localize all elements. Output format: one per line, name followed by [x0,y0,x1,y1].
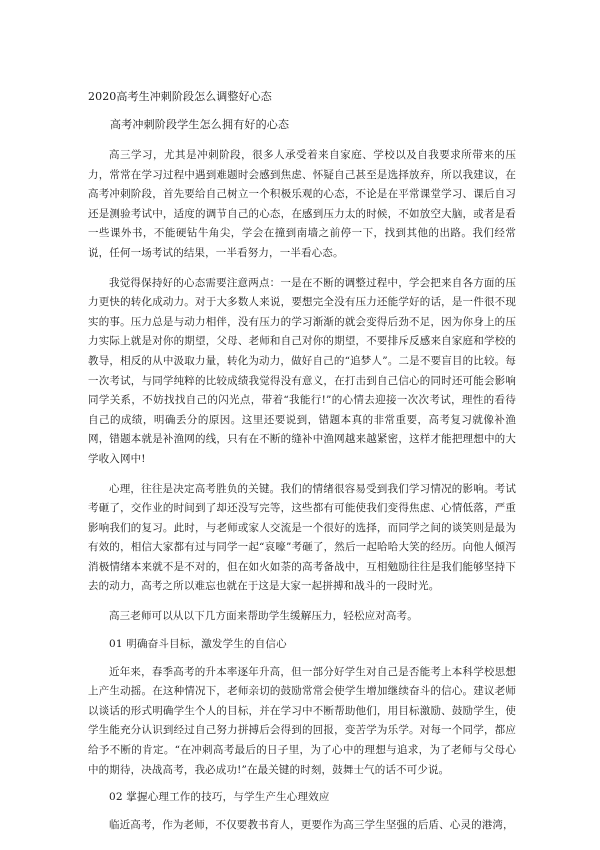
paragraph-5: 近年来，春季高考的升本率逐年升高，但一部分好学生对自己是否能考上本科学校思想上产生动摇。在这种情况下，老师亲切的鼓励常常会使学生增加继续奋斗的信心。建议老师以谈话的形式明确学生个人的目标，并在学习中不断帮助他们，用目标激励、鼓励学生，使学生能充分认识到经过自己努力拼搏后会得到的回报，变苦学为乐学。对每一个同学，都应给予不断的肯定。“在冲刺高考最后的日子里，为了心中的理想与追求，为了老师与父母心中的期待，决战高考，我必成功!”在最关键的时刻，鼓舞士气的话不可少说。 [88,665,516,776]
paragraph-4: 高三老师可以从以下几方面来帮助学生缓解压力，轻松应对高考。 [109,610,418,623]
paragraph-2: 我觉得保持好的心态需要注意两点：一是在不断的调整过程中，学会把来自各方面的压力更快的转化成动力。对于大多数人来说，要想完全没有压力还能学好的话，是一件很不现实的事。压力总是与动力相伴，没有压力的学习渐渐的就会变得后劲不足，因为你身上的压力实际上就是对你的期望，父母、老师和自己对你的期望，不要排斥反感来自家庭和学校的教导，相反的从中汲取力量，转化为动力，做好自己的“追梦人”。二是不要盲目的比较。每一次考试，与同学纯粹的比较成绩我觉得没有意义，在打击到自己信心的同时还可能会影响同学关系，不妨找找自己的闪光点，带着“我能行!”的心情去迎接一次次考试，理性的看待自己的成绩，明确丢分的原因。这里还要说到，错题本真的非常重要，高考复习就像补渔网，错题本就是补渔网的线，只有在不断的缝补中渔网越来越紧密，这样才能把理想中的大学收入网中! [88,276,516,465]
paragraph-6: 临近高考，作为老师，不仅要教书育人，更要作为高三学生坚强的后盾、心灵的港湾， [109,819,514,832]
document-title: 2020高考生冲刺阶段怎么调整好心态 [88,90,272,103]
paragraph-3: 心理，往往是决定高考胜负的关键。我们的情绪很容易受到我们学习情况的影响。考试考砸了，交作业的时间到了却还没写完等，这些都有可能使我们变得焦虑、心情低落，严重影响我们的复习。此时，与老师或家人交流是一个很好的选择，而同学之间的谈笑则是最为有效的，相信大家都有过与同学一起“哀嚎”考砸了，然后一起哈哈大笑的经历。向他人倾泻消极情绪本来就不是不对的，但在如火如荼的高考备战中，互相勉励往往是我们能够坚持下去的动力，高考之所以难忘也就在于这是大家一起拼搏和战斗的一段时光。 [88,482,516,593]
document-body [88,90,516,846]
heading-02: 02 掌握心理工作的技巧，与学生产生心理效应 [109,791,330,804]
heading-01: 01 明确奋斗目标，激发学生的自信心 [109,637,287,650]
section-title: 高考冲刺阶段学生怎么拥有好的心态 [110,118,290,131]
paragraph-1: 高三学习，尤其是冲刺阶段，很多人承受着来自家庭、学校以及自我要求所带来的压力，常常在学习过程中遇到难题时会感到焦虑、怀疑自己甚至是选择放弃，所以我建议，在高考冲刺阶段，首先要给自己树立一个积极乐观的心态，不论是在平常课堂学习、课后自习还是测验考试中，适度的调节自己的心态，在感到压力太的时候，不如放空大脑，或者是看一些课外书，不能硬钻牛角尖，学会在撞到南墙之前停一下，找到其他的出路。我们经常说，任何一场考试的结果，一半看努力，一半看心态。 [88,149,516,259]
